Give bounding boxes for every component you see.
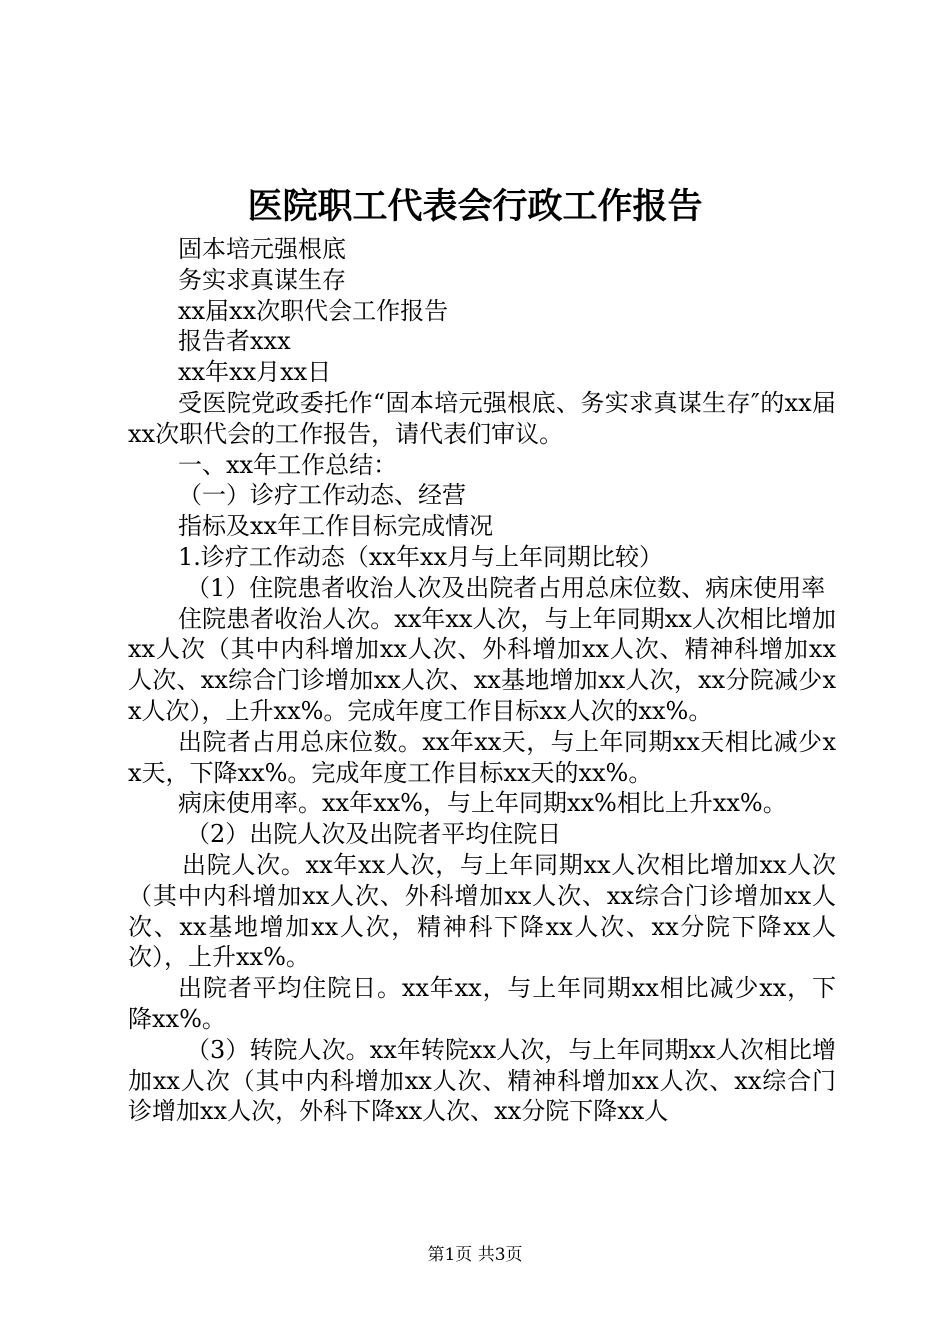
paragraph: xx年xx月xx日: [178, 358, 332, 387]
paragraph: 出院人次。xx年xx人次，与上年同期xx人次相比增加xx人次（其中内科增加xx人次、外科增加xx人次、xx综合门诊增加xx人次、xx基地增加xx人次，精神科下降xx人次、xx分院下降xx人次），上升xx%。: [128, 850, 836, 972]
paragraph: 住院患者收治人次。xx年xx人次，与上年同期xx人次相比增加xx人次（其中内科增加xx人次、外科增加xx人次、精神科增加xx人次、xx综合门诊增加xx人次、xx基地增加xx人次，xx分院减少xx人次），上升xx%。完成年度工作目标xx人次的xx%。: [128, 604, 836, 725]
paragraph: 病床使用率。xx年xx%，与上年同期xx%相比上升xx%。: [178, 789, 787, 818]
document-title: 医院职工代表会行政工作报告: [247, 186, 703, 227]
page-indicator: 第1页 共3页: [427, 1245, 523, 1265]
item-subheading: （2）出院人次及出院者平均住院日: [186, 820, 562, 849]
document-body: [128, 234, 836, 1127]
paragraph: 出院者平均住院日。xx年xx，与上年同期xx相比减少xx，下降xx%。: [128, 974, 836, 1033]
paragraph: 报告者xxx: [178, 327, 291, 356]
item-heading: 1.诊疗工作动态（xx年xx月与上年同期比较）: [178, 542, 664, 571]
paragraph: 受医院党政委托作“固本培元强根底、务实求真谋生存″的xx届xx次职代会的工作报告，请代表们审议。: [128, 388, 836, 448]
paragraph: 务实求真谋生存: [178, 265, 346, 294]
item-subheading: （1）住院患者收治人次及出院者占用总床位数、病床使用率: [186, 573, 826, 602]
section-heading: 一、xx年工作总结：: [178, 450, 398, 479]
paragraph: 出院者占用总床位数。xx年xx天，与上年同期xx天相比减少xx天，下降xx%。完成年度工作目标xx天的xx%。: [128, 727, 836, 787]
paragraph: 固本培元强根底: [178, 235, 346, 263]
paragraph: （3）转院人次。xx年转院xx人次，与上年同期xx人次相比增加xx人次（其中内科增加xx人次、精神科增加xx人次、xx综合门诊增加xx人次，外科下降xx人次、xx分院下降xx人: [128, 1035, 836, 1126]
subsection-heading-continued: 指标及xx年工作目标完成情况: [178, 512, 494, 541]
subsection-heading: （一）诊疗工作动态、经营: [178, 481, 466, 510]
paragraph: xx届xx次职代会工作报告: [178, 296, 449, 325]
